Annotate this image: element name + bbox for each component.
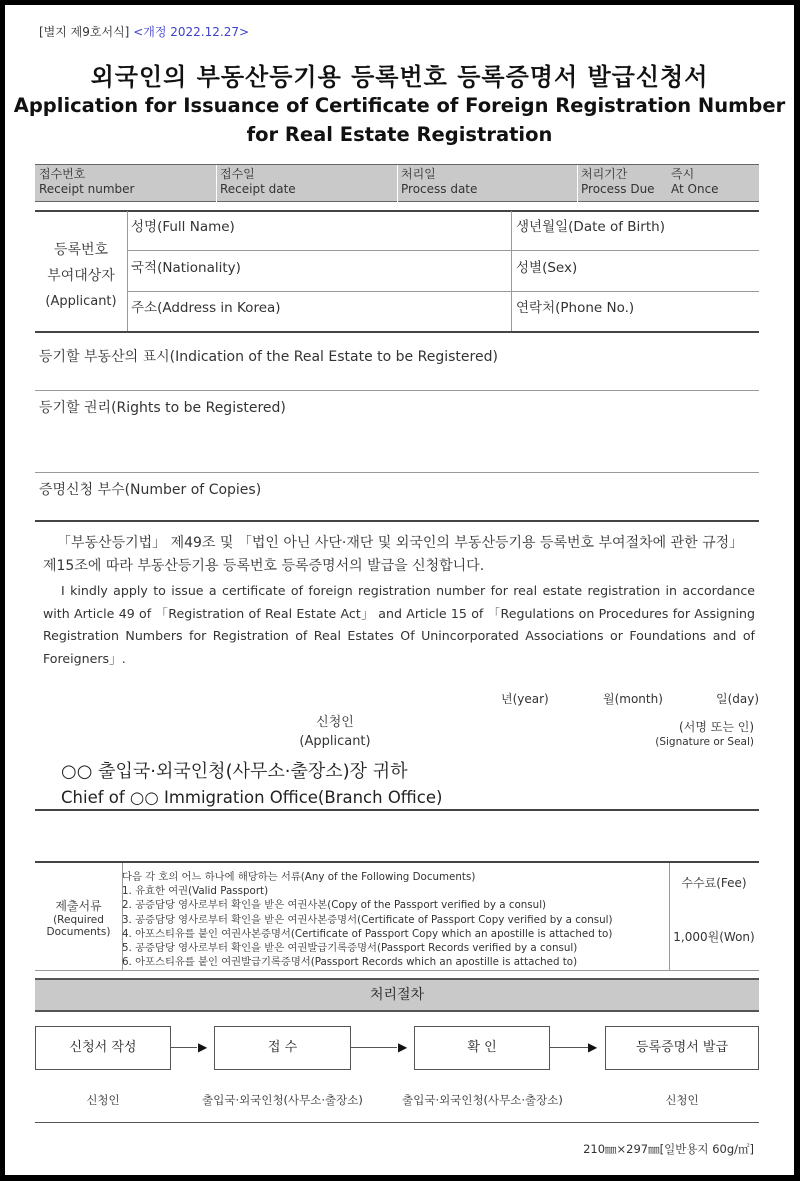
arrow-right-icon: ▶ — [588, 1040, 598, 1054]
arrow-right-icon: ▶ — [198, 1040, 208, 1054]
list-item: 6. 아포스티유를 붙인 여권발급기록증명서(Passport Records which an apostille is attached to) — [122, 956, 578, 969]
sex-field[interactable]: 성별(Sex) — [516, 260, 578, 276]
phone-field[interactable]: 연락처(Phone No.) — [516, 300, 635, 316]
process-due-value: 즉시 At Once — [671, 167, 719, 196]
list-item: 다음 각 호의 어느 하나에 해당하는 서류(Any of the Following Documents) — [122, 871, 476, 883]
fee-label: 수수료(Fee) — [681, 876, 747, 890]
list-item: 1. 유효한 여권(Valid Passport) — [122, 885, 269, 898]
required-documents-label: 제출서류 (Required Documents) — [46, 899, 111, 938]
form-number — [39, 23, 249, 40]
fee-value: 1,000원(Won) — [673, 930, 755, 944]
applicant-section-label: 등록번호 부여대상자 (Applicant) — [45, 242, 117, 309]
page-title-english — [5, 91, 794, 149]
applicant-signature-label: 신청인 (Applicant) — [299, 715, 371, 749]
paper-size-footer: 210㎜×297㎜[일반용지 60g/㎡] — [583, 1142, 754, 1156]
receipt-band — [35, 164, 759, 202]
procedure-step-receipt: 접 수 — [214, 1026, 351, 1070]
required-documents-list — [122, 870, 613, 969]
title-english-line-2: for Real Estate Registration — [246, 123, 553, 146]
signature-or-seal-field[interactable]: (서명 또는 인) (Signature or Seal) — [655, 720, 754, 748]
revision-date: <개정 2022.12.27> — [133, 25, 250, 39]
full-name-field[interactable]: 성명(Full Name) — [131, 219, 235, 235]
receipt-date-field[interactable]: 접수일 Receipt date — [220, 167, 296, 196]
form-number-label: [별지 제9호서식] — [39, 25, 130, 39]
list-item: 3. 공증담당 영사로부터 확인을 받은 여권사본증명서(Certificate of Passport Copy verified by a consul) — [122, 913, 613, 926]
rights-field[interactable]: 등기할 권리(Rights to be Registered) — [39, 400, 286, 416]
addressee-english: Chief of ○○ Immigration Office(Branch Office) — [61, 788, 443, 807]
real-estate-field[interactable]: 등기할 부동산의 표시(Indication of the Real Estate to be Registered) — [39, 349, 498, 365]
date-year-field[interactable]: 년(year) — [501, 692, 549, 706]
procedure-actor: 출입국·외국인청(사무소·출장소) — [202, 1093, 363, 1107]
process-due-label: 처리기간 Process Due — [581, 167, 655, 196]
procedure-step-issue-certificate: 등록증명서 발급 — [605, 1026, 759, 1070]
declaration-korean: 「부동산등기법」 제49조 및 「법인 아닌 사단·재단 및 외국인의 부동산등기용 등록번호 부여절차에 관한 규정」 제15조에 따라 부동산등기용 등록번호 등록증명서의 발급을 신청합니다. — [43, 535, 744, 574]
procedure-header: 처리절차 — [35, 978, 759, 1012]
procedure-actor: 신청인 — [665, 1093, 699, 1107]
procedure-step-write-application: 신청서 작성 — [35, 1026, 171, 1070]
application-form-page — [5, 5, 794, 1175]
addressee-korean: ○○ 출입국·외국인청(사무소·출장소)장 귀하 — [61, 761, 408, 782]
procedure-actor: 신청인 — [86, 1093, 120, 1107]
date-month-field[interactable]: 월(month) — [603, 692, 663, 706]
address-field[interactable]: 주소(Address in Korea) — [131, 300, 281, 316]
title-english-line-1: Application for Issuance of Certificate of Foreign Registration Number — [13, 94, 786, 117]
process-date-field[interactable]: 처리일 Process date — [401, 167, 478, 196]
receipt-number-field[interactable]: 접수번호 Receipt number — [39, 167, 135, 196]
procedure-step-confirm: 확 인 — [414, 1026, 550, 1070]
procedure-actor: 출입국·외국인청(사무소·출장소) — [402, 1093, 563, 1107]
page-title-korean: 외국인의 부동산등기용 등록번호 등록증명서 발급신청서 — [90, 63, 709, 91]
declaration-english: I kindly apply to issue a certificate of foreign registration number for real estate registration in accordance with Article 49 of 「Registration of Real Estate Act」 and Article 15 of 「Regulations on Procedures for Assigning Registration Numbers for Registration of Real Estates Of Unincorporated Associations or Foundations and of Foreigners」. — [43, 583, 755, 666]
list-item: 4. 아포스티유를 붙인 여권사본증명서(Certificate of Passport Copy which an apostille is attached to) — [122, 927, 613, 940]
list-item: 5. 공증담당 영사로부터 확인을 받은 여권발급기록증명서(Passport Records verified by a consul) — [122, 941, 578, 954]
date-day-field[interactable]: 일(day) — [716, 692, 760, 706]
copies-field[interactable]: 증명신청 부수(Number of Copies) — [39, 482, 262, 498]
arrow-right-icon: ▶ — [398, 1040, 408, 1054]
list-item: 2. 공증담당 영사로부터 확인을 받은 여권사본(Copy of the Passport verified by a consul) — [122, 899, 547, 912]
date-of-birth-field[interactable]: 생년월일(Date of Birth) — [516, 219, 665, 235]
nationality-field[interactable]: 국적(Nationality) — [131, 260, 241, 276]
